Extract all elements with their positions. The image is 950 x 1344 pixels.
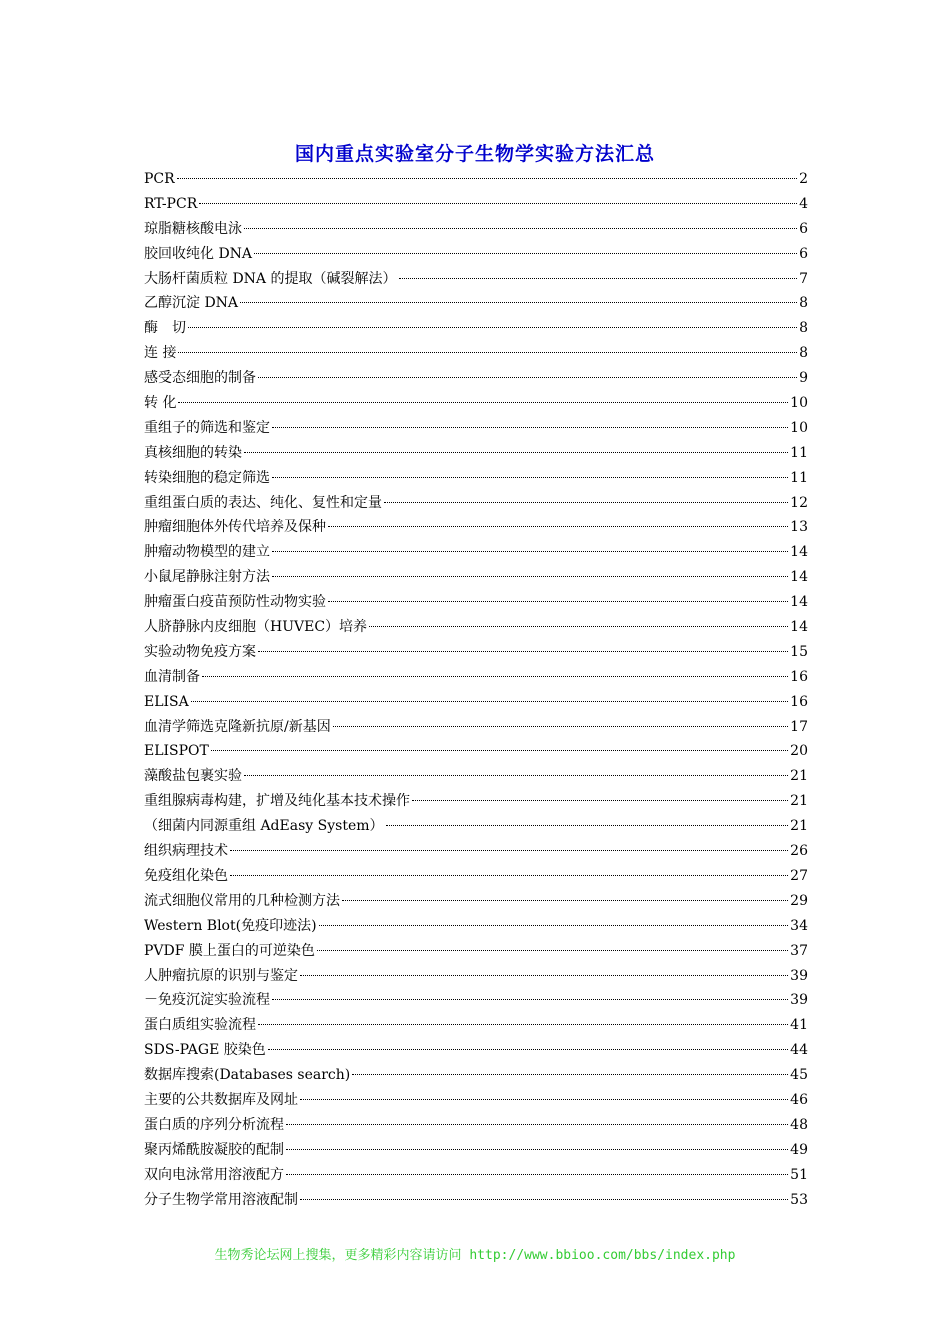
toc-entry-label: （细菌内同源重组 AdEasy System） xyxy=(144,818,384,835)
toc-entry-label: 真核细胞的转染 xyxy=(144,444,242,461)
toc-entry-page: 10 xyxy=(790,395,808,412)
toc-entry[interactable] xyxy=(144,1088,808,1113)
toc-entry-label: RT-PCR xyxy=(144,195,198,212)
toc-entry-label: 肿瘤细胞体外传代培养及保种 xyxy=(144,519,326,536)
toc-entry-page: 4 xyxy=(799,195,808,212)
toc-entry[interactable] xyxy=(144,565,808,590)
dot-leader xyxy=(211,749,788,751)
toc-entry-page: 13 xyxy=(790,519,808,536)
dot-leader xyxy=(258,376,797,378)
toc-entry-page: 14 xyxy=(790,594,808,611)
toc-entry[interactable] xyxy=(144,416,808,441)
footer-text[interactable]: 生物秀论坛网上搜集，更多精彩内容请访问 http://www.bbioo.com/bbs/index.php xyxy=(214,1248,736,1263)
toc-entry[interactable] xyxy=(144,192,808,217)
toc-entry-page: 27 xyxy=(790,867,808,884)
toc-entry-page: 41 xyxy=(790,1017,808,1034)
toc-entry-page: 15 xyxy=(790,643,808,660)
toc-entry-label: PCR xyxy=(144,171,175,187)
toc-entry[interactable] xyxy=(144,814,808,839)
toc-entry-page: 8 xyxy=(799,295,808,312)
toc-entry[interactable] xyxy=(144,366,808,391)
toc-entry-label: 琼脂糖核酸电泳 xyxy=(144,220,242,237)
dot-leader xyxy=(230,849,788,851)
toc-entry-label: 小鼠尾静脉注射方法 xyxy=(144,569,270,586)
toc-entry-page: 11 xyxy=(790,444,808,461)
toc-entry-label: 转染细胞的稳定筛选 xyxy=(144,469,270,486)
toc-entry-page: 11 xyxy=(790,469,808,486)
dot-leader xyxy=(319,924,789,926)
toc-entry-label: 聚丙烯酰胺凝胶的配制 xyxy=(144,1141,284,1158)
dot-leader xyxy=(399,277,798,279)
toc-entry-page: 16 xyxy=(790,668,808,685)
toc-entry-page: 21 xyxy=(790,768,808,785)
toc-entry[interactable] xyxy=(144,889,808,914)
dot-leader xyxy=(300,1198,788,1200)
toc-entry[interactable] xyxy=(144,615,808,640)
toc-entry[interactable] xyxy=(144,267,808,292)
toc-entry[interactable] xyxy=(144,864,808,889)
toc-entry-label: SDS-PAGE 胶染色 xyxy=(144,1042,266,1059)
page-title: 国内重点实验室分子生物学实验方法汇总 xyxy=(294,142,655,165)
toc-entry-label: －免疫沉淀实验流程 xyxy=(144,992,270,1009)
dot-leader xyxy=(188,326,797,328)
toc-entry-page: 2 xyxy=(799,171,808,187)
dot-leader xyxy=(258,650,788,652)
toc-entry-page: 49 xyxy=(790,1141,808,1158)
dot-leader xyxy=(272,476,788,478)
toc-entry-page: 10 xyxy=(790,419,808,436)
toc-entry[interactable] xyxy=(144,515,808,540)
dot-leader xyxy=(258,1023,788,1025)
toc-entry-page: 7 xyxy=(799,270,808,287)
toc-entry-page: 8 xyxy=(799,320,808,337)
toc-entry-page: 34 xyxy=(790,917,808,934)
toc-entry[interactable] xyxy=(144,690,808,715)
toc-entry-page: 6 xyxy=(799,245,808,262)
dot-leader xyxy=(244,451,788,453)
toc-entry-label: 流式细胞仪常用的几种检测方法 xyxy=(144,892,340,909)
toc-entry-page: 9 xyxy=(799,370,808,387)
toc-entry-page: 14 xyxy=(790,544,808,561)
toc-entry-label: 肿瘤动物模型的建立 xyxy=(144,544,270,561)
toc-entry-label: 免疫组化染色 xyxy=(144,867,228,884)
toc-entry[interactable] xyxy=(144,291,808,316)
toc-entry-page: 37 xyxy=(790,942,808,959)
toc-entry[interactable] xyxy=(144,640,808,665)
toc-entry[interactable] xyxy=(144,914,808,939)
toc-entry-label: 胶回收纯化 DNA xyxy=(144,245,253,262)
toc-entry-label: 分子生物学常用溶液配制 xyxy=(144,1191,298,1208)
dot-leader xyxy=(199,202,797,204)
toc-entry-label: 转 化 xyxy=(144,395,177,412)
dot-leader xyxy=(317,949,788,951)
toc-entry-page: 6 xyxy=(799,220,808,237)
toc-entry[interactable] xyxy=(144,540,808,565)
toc-entry-label: 重组腺病毒构建，扩增及纯化基本技术操作 xyxy=(144,793,410,810)
toc-entry-label: 人脐静脉内皮细胞（HUVEC）培养 xyxy=(144,619,368,636)
toc-entry-label: 感受态细胞的制备 xyxy=(144,370,256,387)
toc-entry-label: 酶 切 xyxy=(144,320,186,337)
dot-leader xyxy=(286,1123,788,1125)
toc-entry-page: 39 xyxy=(790,967,808,984)
toc-entry-label: ELISA xyxy=(144,693,189,710)
dot-leader xyxy=(342,899,788,901)
dot-leader xyxy=(254,252,797,254)
toc-entry[interactable] xyxy=(144,939,808,964)
toc-entry[interactable] xyxy=(144,391,808,416)
toc-entry-page: 16 xyxy=(790,693,808,710)
toc-entry[interactable] xyxy=(144,1038,808,1063)
toc-entry-label: 双向电泳常用溶液配方 xyxy=(144,1166,284,1183)
toc-entry[interactable] xyxy=(144,1163,808,1188)
toc-entry-label: 数据库搜索(Databases search) xyxy=(144,1067,351,1084)
toc-entry-label: 乙醇沉淀 DNA xyxy=(144,295,239,312)
dot-leader xyxy=(300,1098,788,1100)
toc-entry[interactable] xyxy=(144,789,808,814)
table-of-contents xyxy=(144,167,808,1212)
toc-entry-page: 46 xyxy=(790,1091,808,1108)
toc-entry-label: 蛋白质的序列分析流程 xyxy=(144,1116,284,1133)
toc-entry-label: 血清制备 xyxy=(144,668,200,685)
toc-entry[interactable] xyxy=(144,739,808,764)
toc-entry[interactable] xyxy=(144,988,808,1013)
dot-leader xyxy=(240,301,797,303)
dot-leader xyxy=(177,177,797,179)
toc-entry-label: 重组子的筛选和鉴定 xyxy=(144,419,270,436)
toc-entry-page: 53 xyxy=(790,1191,808,1208)
dot-leader xyxy=(369,625,788,627)
toc-entry[interactable] xyxy=(144,1063,808,1088)
dot-leader xyxy=(272,998,788,1000)
toc-entry-page: 12 xyxy=(790,494,808,511)
toc-entry-label: 藻酸盐包裹实验 xyxy=(144,768,242,785)
toc-entry-label: 肿瘤蛋白疫苗预防性动物实验 xyxy=(144,594,326,611)
toc-entry[interactable] xyxy=(144,167,808,192)
toc-entry-label: 组织病理技术 xyxy=(144,843,228,860)
dot-leader xyxy=(244,774,788,776)
dot-leader xyxy=(191,700,788,702)
dot-leader xyxy=(412,799,788,801)
toc-entry-page: 14 xyxy=(790,569,808,586)
toc-entry-label: 重组蛋白质的表达、纯化、复性和定量 xyxy=(144,494,382,511)
toc-entry-label: 蛋白质组实验流程 xyxy=(144,1017,256,1034)
toc-entry[interactable] xyxy=(144,217,808,242)
toc-entry-page: 21 xyxy=(790,818,808,835)
dot-leader xyxy=(328,525,788,527)
toc-entry[interactable] xyxy=(144,839,808,864)
toc-entry-label: PVDF 膜上蛋白的可逆染色 xyxy=(144,942,315,959)
toc-entry-label: Western Blot(免疫印迹法) xyxy=(144,917,317,934)
toc-entry-page: 8 xyxy=(799,345,808,362)
dot-leader xyxy=(352,1073,788,1075)
toc-entry-page: 48 xyxy=(790,1116,808,1133)
dot-leader xyxy=(272,550,788,552)
dot-leader xyxy=(384,501,788,503)
toc-entry[interactable] xyxy=(144,1138,808,1163)
dot-leader xyxy=(286,1148,788,1150)
dot-leader xyxy=(178,351,797,353)
toc-entry-page: 51 xyxy=(790,1166,808,1183)
dot-leader xyxy=(230,874,788,876)
dot-leader xyxy=(202,675,788,677)
toc-entry[interactable] xyxy=(144,341,808,366)
dot-leader xyxy=(268,1048,788,1050)
dot-leader xyxy=(178,401,788,403)
toc-entry-label: 大肠杆菌质粒 DNA 的提取（碱裂解法） xyxy=(144,270,397,287)
toc-entry-page: 44 xyxy=(790,1042,808,1059)
dot-leader xyxy=(286,1173,788,1175)
dot-leader xyxy=(300,974,788,976)
toc-entry[interactable] xyxy=(144,1188,808,1213)
dot-leader xyxy=(386,824,789,826)
toc-entry-label: 血清学筛选克隆新抗原/新基因 xyxy=(144,718,331,735)
toc-entry-page: 20 xyxy=(790,743,808,760)
toc-entry[interactable] xyxy=(144,242,808,267)
toc-entry[interactable] xyxy=(144,466,808,491)
toc-entry[interactable] xyxy=(144,590,808,615)
dot-leader xyxy=(272,575,788,577)
toc-entry[interactable] xyxy=(144,665,808,690)
dot-leader xyxy=(328,600,788,602)
toc-entry[interactable] xyxy=(144,441,808,466)
toc-entry[interactable] xyxy=(144,316,808,341)
toc-entry-page: 14 xyxy=(790,619,808,636)
toc-entry[interactable] xyxy=(144,764,808,789)
toc-entry[interactable] xyxy=(144,715,808,740)
toc-entry-page: 29 xyxy=(790,892,808,909)
toc-entry[interactable] xyxy=(144,1113,808,1138)
toc-entry-page: 45 xyxy=(790,1067,808,1084)
toc-entry-page: 17 xyxy=(790,718,808,735)
toc-entry-label: ELISPOT xyxy=(144,743,209,760)
toc-entry-label: 实验动物免疫方案 xyxy=(144,643,256,660)
toc-entry-page: 26 xyxy=(790,843,808,860)
toc-entry[interactable] xyxy=(144,491,808,516)
toc-entry-page: 39 xyxy=(790,992,808,1009)
toc-entry[interactable] xyxy=(144,964,808,989)
toc-entry-page: 21 xyxy=(790,793,808,810)
dot-leader xyxy=(272,426,788,428)
toc-entry-label: 人肿瘤抗原的识别与鉴定 xyxy=(144,967,298,984)
toc-entry-label: 连 接 xyxy=(144,345,177,362)
toc-entry[interactable] xyxy=(144,1013,808,1038)
dot-leader xyxy=(333,725,788,727)
dot-leader xyxy=(244,227,797,229)
toc-entry-label: 主要的公共数据库及网址 xyxy=(144,1091,298,1108)
page-footer xyxy=(0,1244,950,1263)
